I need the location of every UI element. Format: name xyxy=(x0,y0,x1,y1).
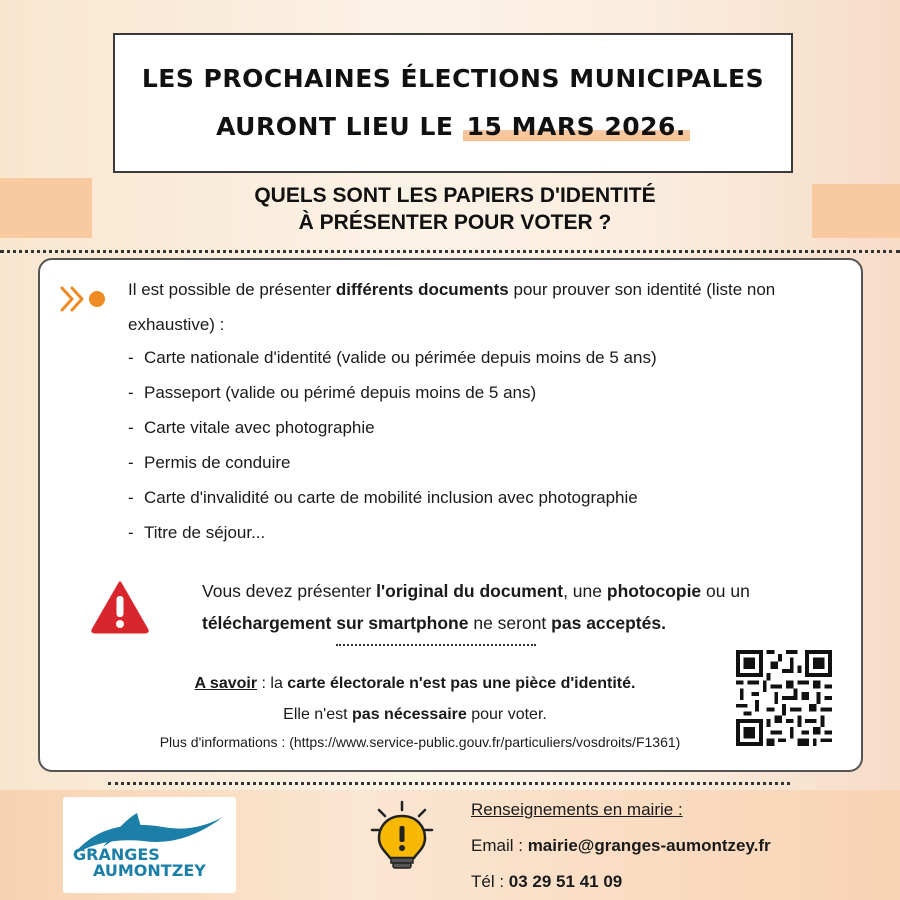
a-savoir-b1: carte électorale n'est pas une pièce d'identité. xyxy=(287,675,636,692)
decorative-band-right xyxy=(812,184,900,238)
qr-code[interactable] xyxy=(735,650,833,746)
list-item: - Permis de conduire xyxy=(128,453,291,472)
title-line-1: LES PROCHAINES ÉLECTIONS MUNICIPALES xyxy=(141,64,765,93)
intro-bold: différents documents xyxy=(335,280,509,299)
town-logo xyxy=(63,797,236,893)
title-line-2 xyxy=(216,103,690,151)
divider-top xyxy=(0,250,900,253)
list-item: - Carte d'invalidité ou carte de mobilité inclusion avec photographie xyxy=(128,488,638,507)
document-label: Titre de séjour... xyxy=(144,523,266,542)
document-label: Carte d'invalidité ou carte de mobilité inclusion avec photographie xyxy=(144,488,638,507)
warning-b2: photocopie xyxy=(606,581,702,601)
document-label: Carte vitale avec photographie xyxy=(144,418,375,437)
a-savoir-t3: pour voter. xyxy=(466,706,547,723)
phone-number[interactable]: 03 29 51 41 09 xyxy=(508,872,623,891)
intro-after: pour prouver son identité (liste non exhaustive) : xyxy=(128,280,776,334)
subtitle-line-2: À PRÉSENTER POUR VOTER ? xyxy=(298,211,612,234)
warning-t4: ne seront xyxy=(468,613,552,633)
election-date: 15 MARS 2026. xyxy=(463,112,690,141)
document-label: Carte nationale d'identité (valide ou périmée depuis moins de 5 ans) xyxy=(144,348,657,367)
warning-t1: Vous devez présenter xyxy=(202,581,377,601)
contact-block xyxy=(471,792,891,900)
contact-email xyxy=(471,828,891,864)
decorative-band-left xyxy=(0,178,92,238)
subtitle xyxy=(200,182,710,236)
title-line-2-prefix: AURONT LIEU LE xyxy=(216,112,463,141)
intro-text xyxy=(128,272,848,342)
a-savoir-t1: : la xyxy=(257,675,288,692)
document-label: Permis de conduire xyxy=(144,453,291,472)
a-savoir-label: A savoir xyxy=(194,675,258,692)
warning-b3: téléchargement sur smartphone xyxy=(202,613,469,633)
warning-icon xyxy=(90,580,150,634)
email-link[interactable]: mairie@granges-aumontzey.fr xyxy=(527,836,771,855)
document-label: Passeport (valide ou périmé depuis moins de 5 ans) xyxy=(144,383,537,402)
logo-line-1: GRANGES xyxy=(73,845,160,864)
intro-before: Il est possible de présenter xyxy=(128,280,336,299)
divider-warning xyxy=(336,644,536,646)
lightbulb-icon xyxy=(369,800,435,872)
logo-line-2: AUMONTZEY xyxy=(93,861,206,880)
warning-t2: , une xyxy=(563,581,607,601)
documents-list xyxy=(128,340,848,550)
list-item: - Titre de séjour... xyxy=(128,523,266,542)
warning-b1: l'original du document xyxy=(376,581,564,601)
list-item: - Carte nationale d'identité (valide ou périmée depuis moins de 5 ans) xyxy=(128,348,657,367)
arrow-icon xyxy=(60,284,110,314)
subtitle-line-1: QUELS SONT LES PAPIERS D'IDENTITÉ xyxy=(254,184,656,207)
warning-text xyxy=(202,575,802,639)
a-savoir-t2: Elle n'est xyxy=(283,706,353,723)
a-savoir-block xyxy=(120,668,710,730)
list-item: - Carte vitale avec photographie xyxy=(128,418,375,437)
divider-bottom xyxy=(108,782,790,785)
warning-b4: pas acceptés. xyxy=(551,613,666,633)
contact-heading: Renseignements en mairie : xyxy=(471,800,683,819)
logo-text xyxy=(73,847,206,879)
title-box xyxy=(113,33,793,173)
contact-phone xyxy=(471,864,891,900)
warning-t3: ou un xyxy=(701,581,750,601)
email-label: Email : xyxy=(471,836,528,855)
a-savoir-b2: pas nécessaire xyxy=(352,706,467,723)
list-item: - Passeport (valide ou périmé depuis moins de 5 ans) xyxy=(128,383,537,402)
phone-label: Tél : xyxy=(471,872,509,891)
more-info-link[interactable]: Plus d'informations : (https://www.service-public.gouv.fr/particuliers/vosdroits/F1361) xyxy=(159,734,681,750)
